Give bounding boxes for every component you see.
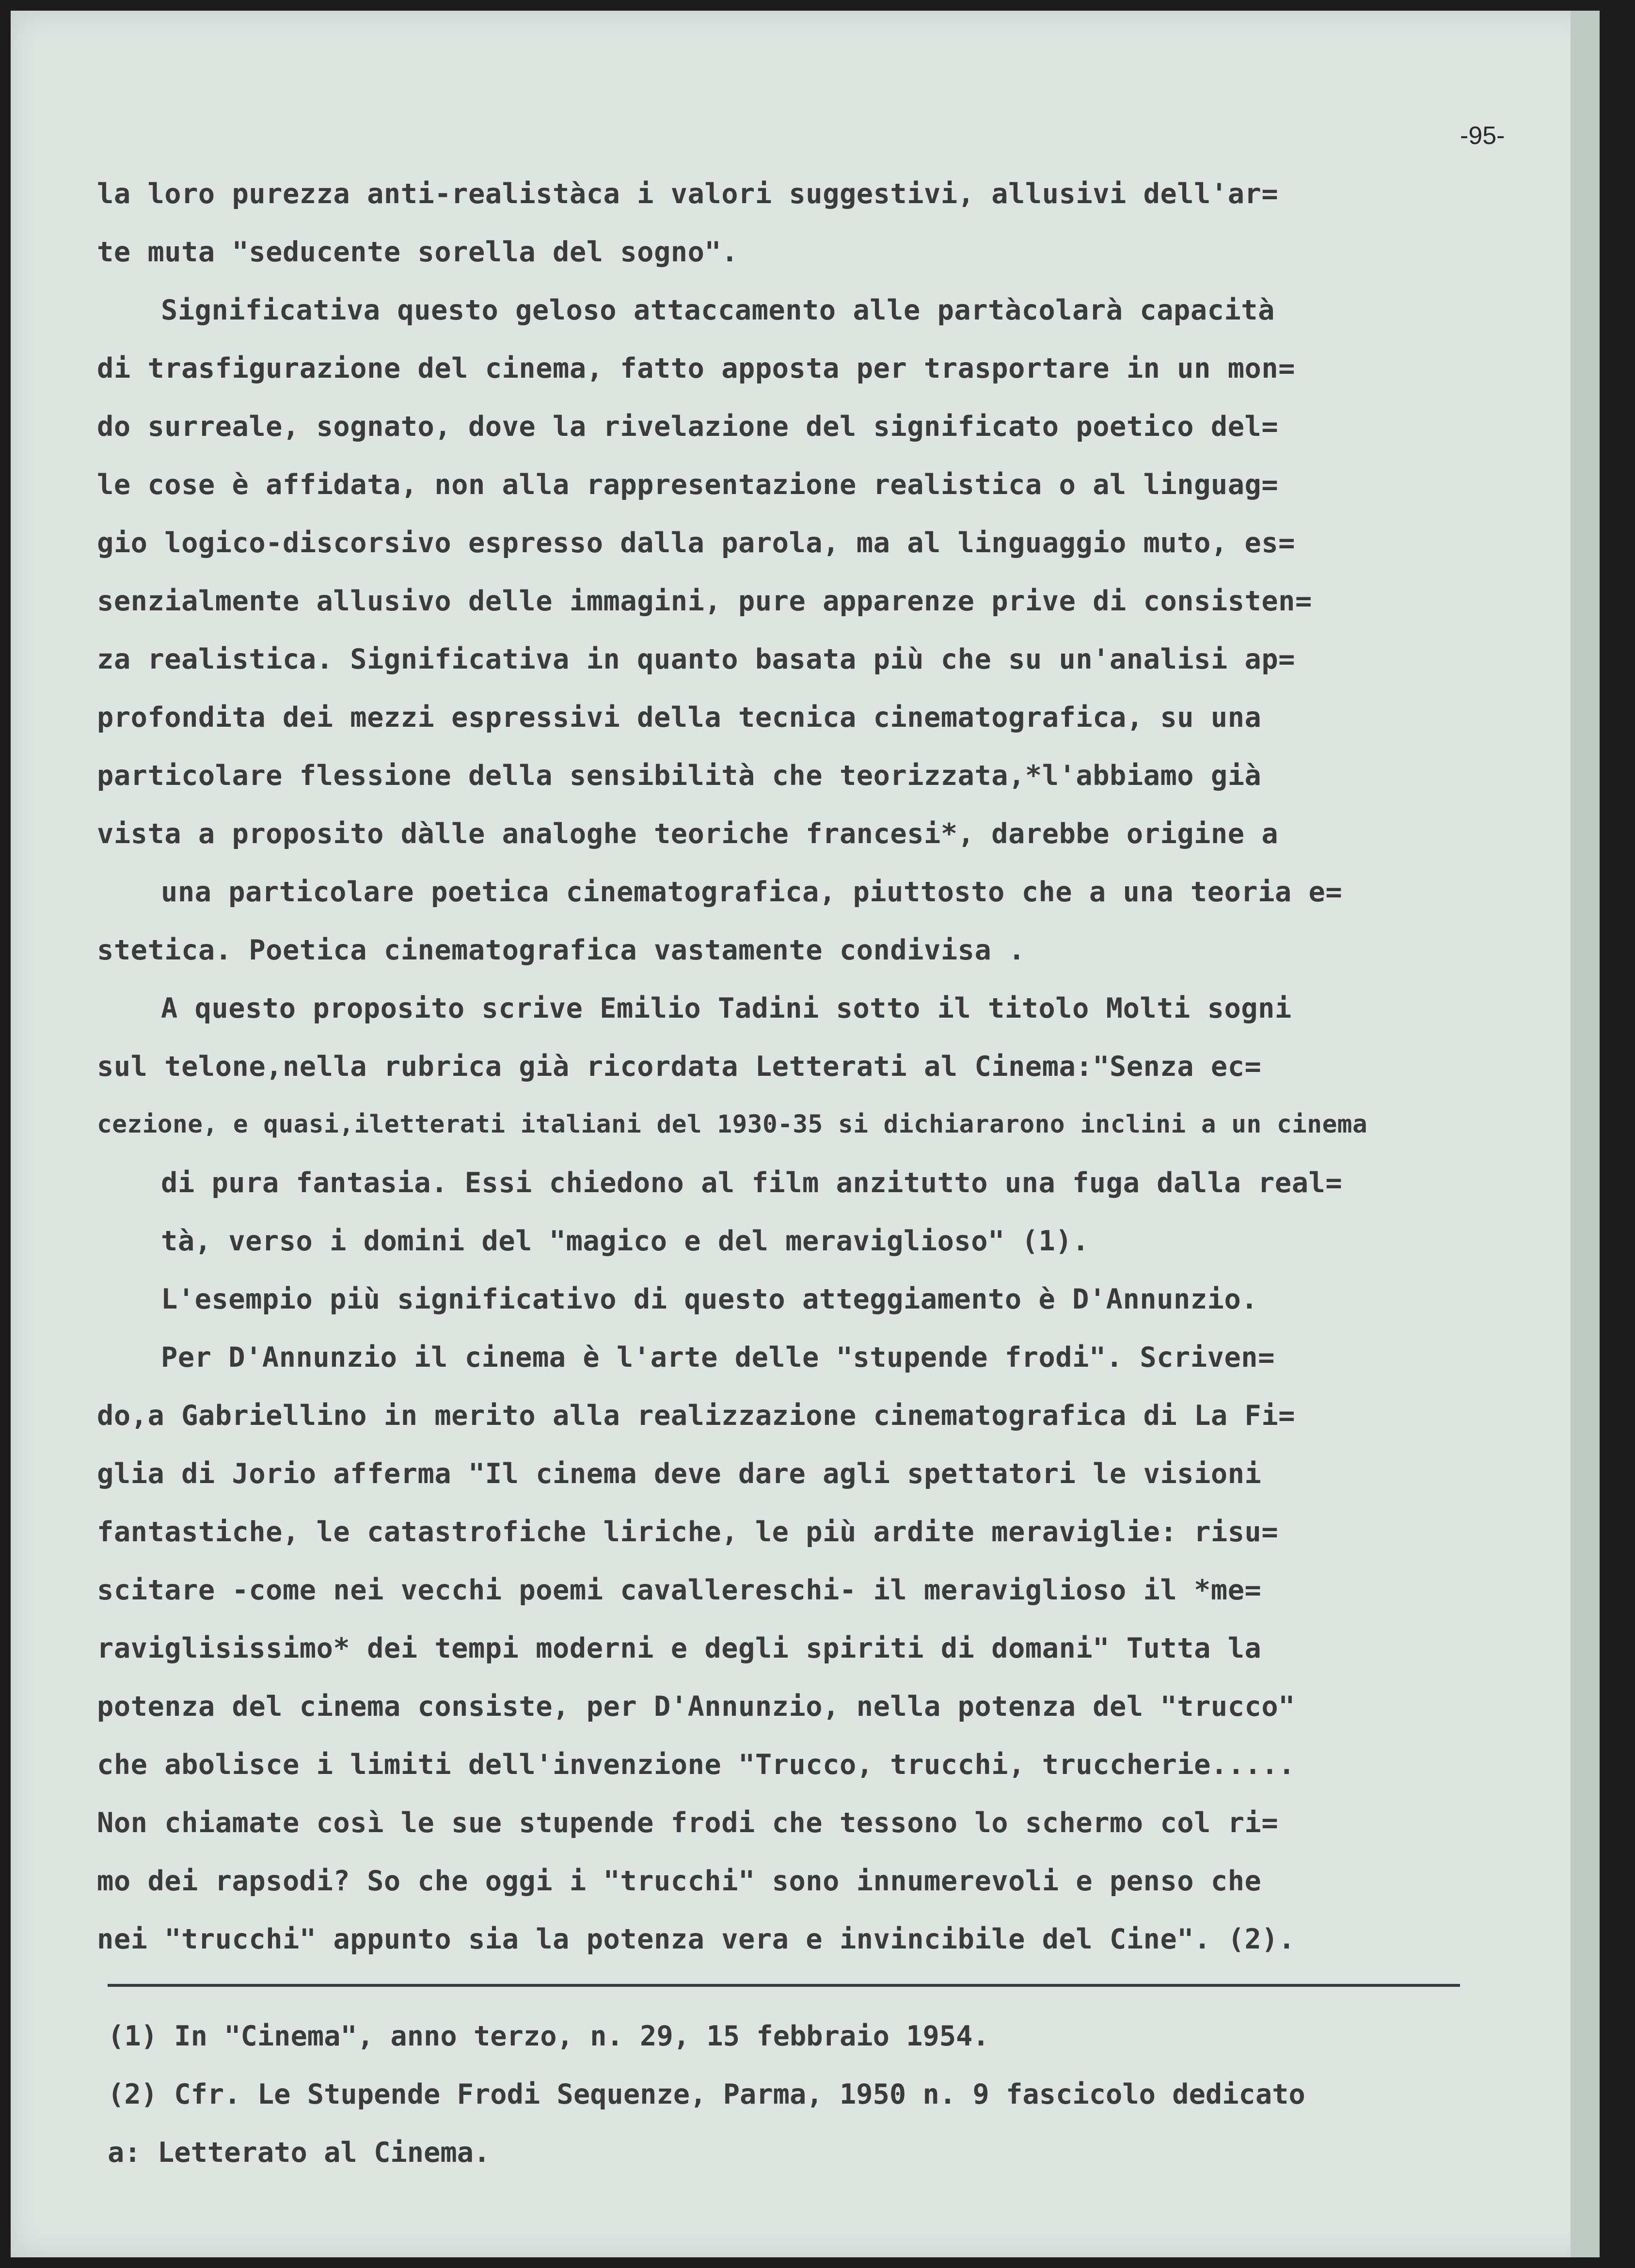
text-line: L'esempio più significativo di questo atteggiamento è D'Annunzio. xyxy=(161,1283,1258,1315)
text-line: vista a proposito dàlle analoghe teoriche francesi*, darebbe origine a xyxy=(97,818,1279,850)
text-line: profondita dei mezzi espressivi della tecnica cinematografica, su una xyxy=(97,702,1262,734)
text-line: za realistica. Significativa in quanto basata più che su un'analisi ap= xyxy=(97,643,1295,675)
text-line: scitare -come nei vecchi poemi cavallereschi- il meraviglioso il *me= xyxy=(97,1574,1262,1606)
text-line: Non chiamate così le sue stupende frodi che tessono lo schermo col ri= xyxy=(97,1807,1279,1839)
body-text xyxy=(97,165,1532,1968)
text-line: fantastiche, le catastrofiche liriche, le più ardite meraviglie: risu= xyxy=(97,1516,1279,1548)
text-line: di trasfigurazione del cinema, fatto apposta per trasportare in un mon= xyxy=(97,352,1295,384)
text-line: di pura fantasia. Essi chiedono al film anzitutto una fuga dalla real= xyxy=(161,1167,1343,1199)
text-line: Per D'Annunzio il cinema è l'arte delle "stupende frodi". Scriven= xyxy=(161,1342,1275,1374)
footnote-line: a: Letterato al Cinema. xyxy=(108,2137,491,2169)
document-page xyxy=(11,11,1600,2257)
footnote-line: (1) In "Cinema", anno terzo, n. 29, 15 febbraio 1954. xyxy=(108,2020,989,2052)
text-line: cezione, e quasi,iletterati italiani del 1930-35 si dichiararono inclini a un cinema xyxy=(97,1110,1368,1139)
text-line: raviglisissimo* dei tempi moderni e degli spiriti di domani" Tutta la xyxy=(97,1632,1262,1664)
text-line: che abolisce i limiti dell'invenzione "Trucco, trucchi, truccherie..... xyxy=(97,1749,1295,1781)
page-edge xyxy=(1571,11,1600,2257)
text-line: te muta "seducente sorella del sogno". xyxy=(97,236,739,268)
page-number: -95- xyxy=(1460,122,1505,150)
text-line: sul telone,nella rubrica già ricordata Letterati al Cinema:"Senza ec= xyxy=(97,1051,1262,1083)
footnote-divider xyxy=(108,1984,1460,1987)
text-line: do,a Gabriellino in merito alla realizzazione cinematografica di La Fi= xyxy=(97,1400,1295,1432)
text-line: gio logico-discorsivo espresso dalla parola, ma al linguaggio muto, es= xyxy=(97,527,1295,559)
text-line: la loro purezza anti-realistàca i valori suggestivi, allusivi dell'ar= xyxy=(97,178,1279,210)
text-line: stetica. Poetica cinematografica vastamente condivisa . xyxy=(97,934,1025,966)
text-line: senzialmente allusivo delle immagini, pure apparenze prive di consisten= xyxy=(97,585,1312,617)
text-line: una particolare poetica cinematografica, piuttosto che a una teoria e= xyxy=(161,876,1343,908)
text-line: A questo proposito scrive Emilio Tadini sotto il titolo Molti sogni xyxy=(161,992,1292,1024)
text-line: le cose è affidata, non alla rappresentazione realistica o al linguag= xyxy=(97,469,1279,501)
text-line: glia di Jorio afferma "Il cinema deve dare agli spettatori le visioni xyxy=(97,1458,1262,1490)
text-line: nei "trucchi" appunto sia la potenza vera e invincibile del Cine". (2). xyxy=(97,1923,1295,1955)
text-line: potenza del cinema consiste, per D'Annunzio, nella potenza del "trucco" xyxy=(97,1691,1295,1723)
text-line: tà, verso i domini del "magico e del meraviglioso" (1). xyxy=(161,1225,1089,1257)
text-line: particolare flessione della sensibilità che teorizzata,*l'abbiamo già xyxy=(97,760,1262,792)
text-line: mo dei rapsodi? So che oggi i "trucchi" sono innumerevoli e penso che xyxy=(97,1865,1262,1897)
footnote-line: (2) Cfr. Le Stupende Frodi Sequenze, Parma, 1950 n. 9 fascicolo dedicato xyxy=(108,2078,1305,2110)
footnotes xyxy=(108,2007,1542,2182)
text-line: do surreale, sognato, dove la rivelazione del significato poetico del= xyxy=(97,411,1279,443)
text-line: Significativa questo geloso attaccamento alle partàcolarà capacità xyxy=(161,294,1275,326)
